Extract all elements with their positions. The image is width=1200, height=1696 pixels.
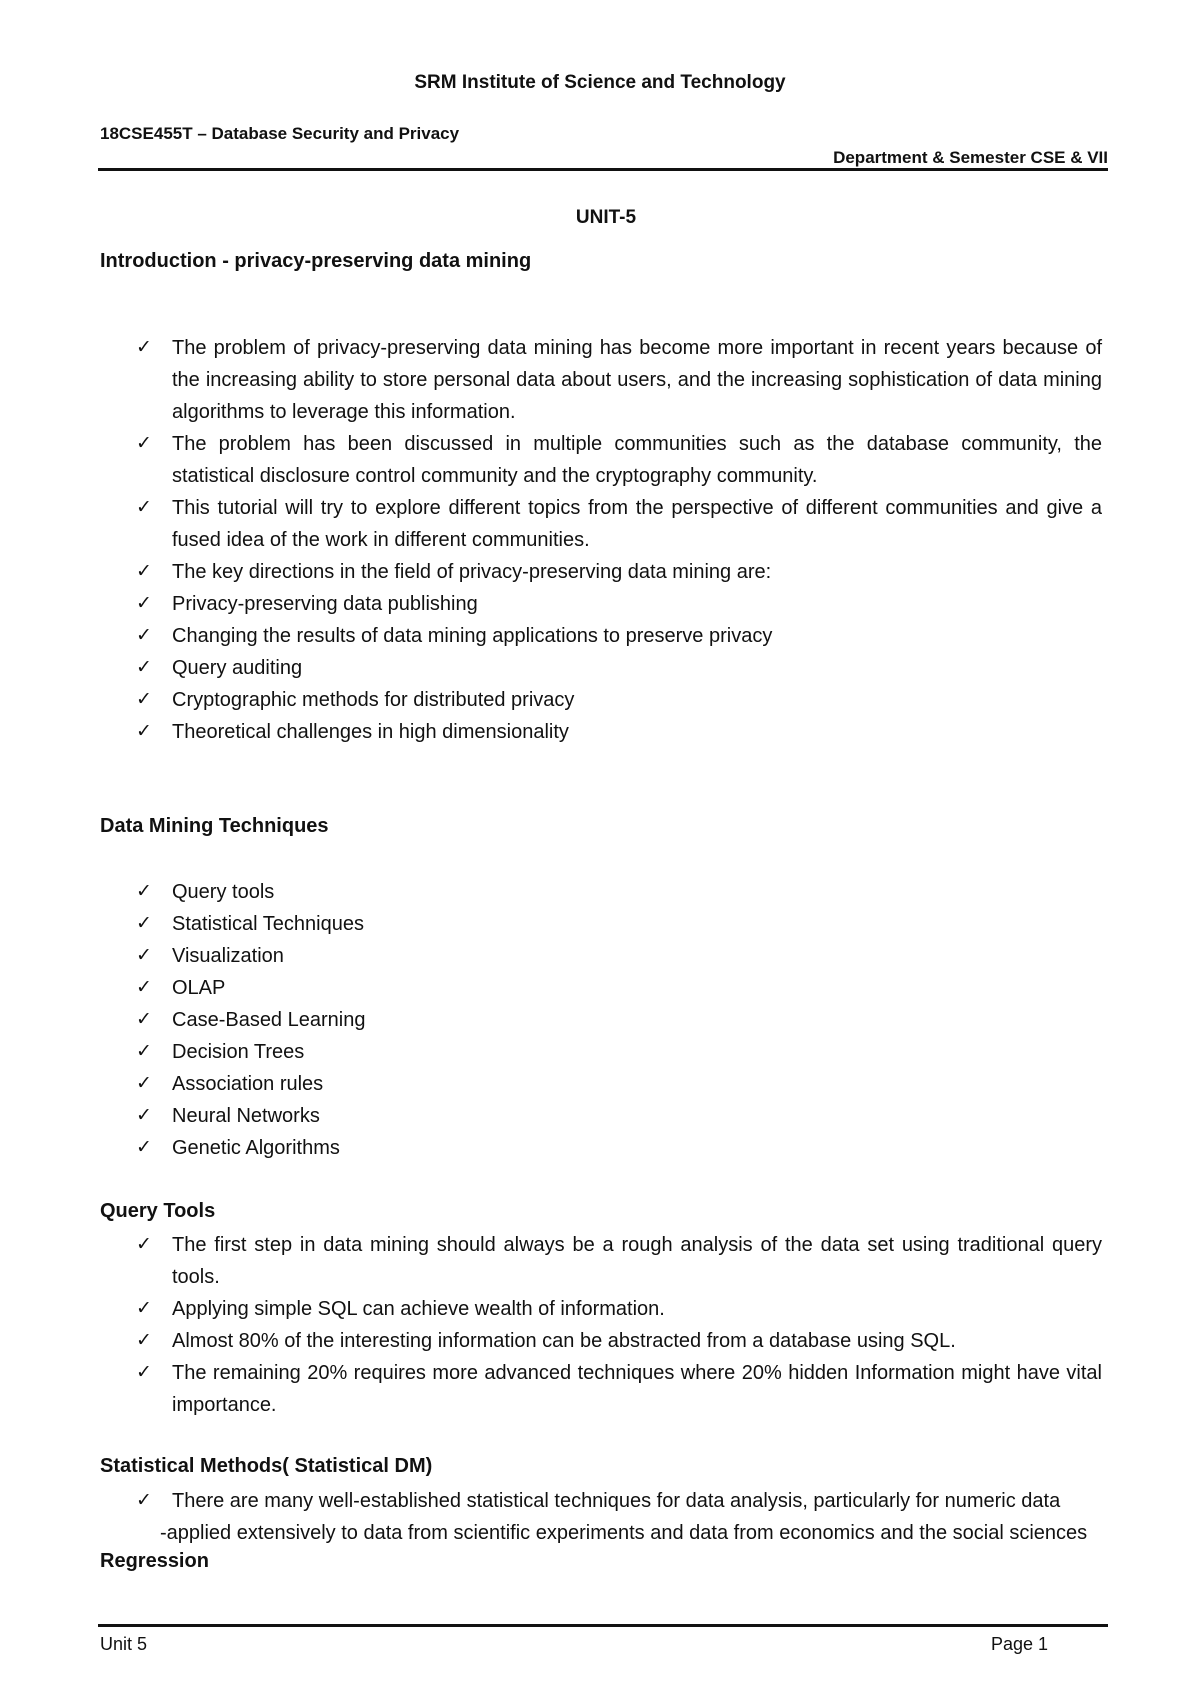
list-item: ✓ Query auditing <box>136 652 1102 684</box>
checkmark-icon: ✓ <box>136 497 152 518</box>
list-item: ✓ Statistical Techniques <box>136 908 1102 940</box>
checkmark-icon: ✓ <box>136 1362 152 1383</box>
institution-title: SRM Institute of Science and Technology <box>414 72 786 93</box>
list-item: ✓ Visualization <box>136 940 1102 972</box>
list-item: ✓ Cryptographic methods for distributed privacy <box>136 684 1102 716</box>
list-item: ✓ OLAP <box>136 972 1102 1004</box>
checkmark-icon: ✓ <box>136 561 152 582</box>
checkmark-icon: ✓ <box>136 1490 152 1511</box>
checkmark-icon: ✓ <box>136 689 152 710</box>
list-item: ✓ Applying simple SQL can achieve wealth of information. <box>136 1293 1102 1325</box>
checkmark-icon: ✓ <box>136 913 152 934</box>
list-item: ✓ Neural Networks <box>136 1100 1102 1132</box>
checkmark-icon: ✓ <box>136 1009 152 1030</box>
list-item: ✓ Almost 80% of the interesting information can be abstracted from a database using SQL. <box>136 1325 1102 1357</box>
checkmark-icon: ✓ <box>136 337 152 358</box>
section-heading-techniques: Data Mining Techniques <box>100 815 329 837</box>
statistical-continuation: -applied extensively to data from scientific experiments and data from economics and the social sciences <box>160 1522 1088 1544</box>
checkmark-icon: ✓ <box>136 945 152 966</box>
footer-unit: Unit 5 <box>100 1634 148 1654</box>
list-item: ✓ Privacy-preserving data publishing <box>136 588 1102 620</box>
checkmark-icon: ✓ <box>136 977 152 998</box>
list-item: ✓ This tutorial will try to explore different topics from the perspective of different communities and give a fused idea of the work in different communities. <box>136 492 1102 556</box>
checkmark-icon: ✓ <box>136 593 152 614</box>
checkmark-icon: ✓ <box>136 881 152 902</box>
list-item: ✓ The problem has been discussed in multiple communities such as the database community, the statistical disclosure control community and the cryptography community. <box>136 428 1102 492</box>
list-item: ✓ The problem of privacy-preserving data mining has become more important in recent years because of the increasing ability to store personal data about users, and the increasing sophistication of data mining algorithms to leverage this information. <box>136 332 1102 428</box>
section-heading-query-tools: Query Tools <box>100 1200 216 1222</box>
section-heading-regression: Regression <box>100 1550 209 1572</box>
statistical-list <box>136 1485 1102 1517</box>
checkmark-icon: ✓ <box>136 657 152 678</box>
intro-list <box>136 332 1102 748</box>
checkmark-icon: ✓ <box>136 1073 152 1094</box>
checkmark-icon: ✓ <box>136 1041 152 1062</box>
list-item: ✓ Association rules <box>136 1068 1102 1100</box>
list-item: ✓ Query tools <box>136 876 1102 908</box>
checkmark-icon: ✓ <box>136 1105 152 1126</box>
department-semester: Department & Semester CSE & VII <box>833 148 1108 167</box>
checkmark-icon: ✓ <box>136 721 152 742</box>
section-heading-statistical: Statistical Methods( Statistical DM) <box>100 1455 433 1477</box>
list-item: ✓ The key directions in the field of privacy-preserving data mining are: <box>136 556 1102 588</box>
list-item: ✓ The first step in data mining should always be a rough analysis of the data set using traditional query tools. <box>136 1229 1102 1293</box>
unit-title: UNIT-5 <box>575 207 637 228</box>
checkmark-icon: ✓ <box>136 1234 152 1255</box>
list-item: ✓ Decision Trees <box>136 1036 1102 1068</box>
query-tools-list <box>136 1229 1102 1421</box>
list-item: ✓ Case-Based Learning <box>136 1004 1102 1036</box>
checkmark-icon: ✓ <box>136 1330 152 1351</box>
list-item: ✓ The remaining 20% requires more advanced techniques where 20% hidden Information might have vital importance. <box>136 1357 1102 1421</box>
footer-rule <box>98 1624 1108 1627</box>
checkmark-icon: ✓ <box>136 1298 152 1319</box>
list-item: ✓ Theoretical challenges in high dimensionality <box>136 716 1102 748</box>
page-number: Page 1 <box>990 1634 1048 1654</box>
list-item: ✓ Changing the results of data mining applications to preserve privacy <box>136 620 1102 652</box>
header-rule <box>98 168 1108 171</box>
list-item: ✓ Genetic Algorithms <box>136 1132 1102 1164</box>
checkmark-icon: ✓ <box>136 1137 152 1158</box>
checkmark-icon: ✓ <box>136 625 152 646</box>
section-heading-intro: Introduction - privacy-preserving data mining <box>100 250 532 272</box>
checkmark-icon: ✓ <box>136 433 152 454</box>
course-title: 18CSE455T – Database Security and Privacy <box>100 124 460 143</box>
list-item: ✓ There are many well-established statistical techniques for data analysis, particularly for numeric data <box>136 1485 1102 1517</box>
techniques-list <box>136 876 1102 1164</box>
